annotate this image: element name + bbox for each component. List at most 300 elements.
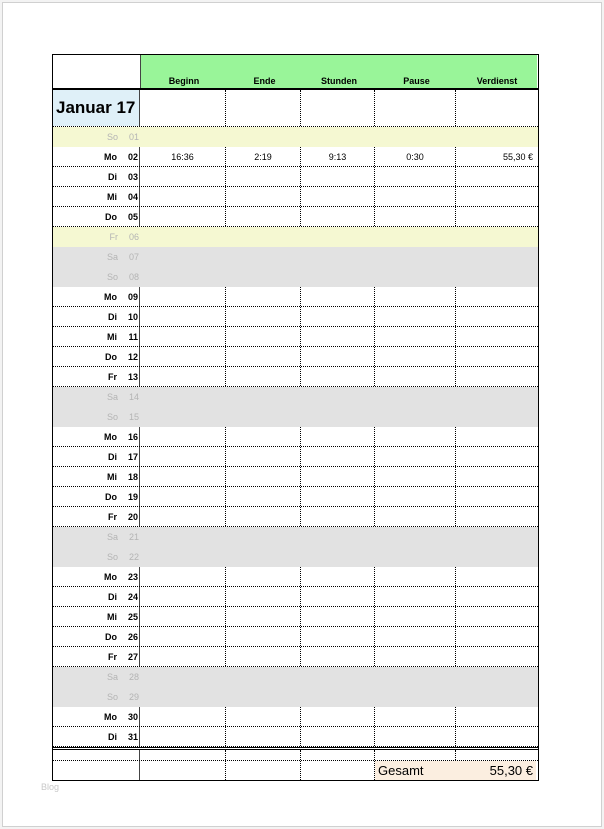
entry-cell-stunden[interactable] (301, 447, 375, 466)
entry-cell-verdienst[interactable] (456, 507, 536, 526)
timesheet-table (52, 54, 539, 781)
entry-cell-stunden[interactable] (301, 287, 375, 306)
day-row (53, 547, 538, 567)
day-row (53, 467, 538, 487)
table-footer (53, 747, 538, 781)
entry-cell-stunden[interactable] (301, 427, 375, 446)
entry-cell-stunden[interactable] (301, 567, 375, 586)
entry-cell-ende[interactable] (226, 707, 301, 726)
day-label (53, 127, 140, 147)
entry-cell-beginn[interactable] (140, 707, 226, 726)
header-corner (53, 55, 141, 88)
total-value: 55,30 € (456, 761, 536, 780)
entry-cell-verdienst[interactable] (456, 407, 536, 427)
weekday-name: Mo (104, 571, 117, 582)
day-number: 30 (127, 711, 138, 722)
entry-cell-stunden[interactable] (301, 227, 375, 247)
day-row (53, 147, 538, 167)
footer-cell (140, 761, 226, 780)
footer-cell (53, 761, 140, 780)
day-label (53, 347, 140, 366)
entry-cell-ende[interactable] (226, 307, 301, 326)
entry-cell-ende[interactable] (226, 267, 301, 287)
day-number: 24 (127, 591, 138, 602)
day-row (53, 727, 538, 747)
entry-cell-verdienst[interactable] (456, 307, 536, 326)
day-label (53, 227, 140, 247)
column-header-stunden: Stunden (302, 55, 376, 88)
day-label (53, 387, 140, 407)
entry-cell-beginn[interactable] (140, 547, 226, 567)
entry-cell-ende[interactable]: 2:19 (226, 147, 301, 166)
day-row (53, 687, 538, 707)
day-number: 06 (128, 232, 139, 242)
weekday-name: Do (105, 211, 117, 222)
entry-cell-verdienst[interactable] (456, 647, 536, 666)
entry-cell-verdienst[interactable] (456, 527, 536, 547)
weekday-name: Mi (107, 471, 117, 482)
entry-cell-verdienst[interactable] (456, 587, 536, 606)
day-label (53, 167, 140, 186)
entry-cell-stunden[interactable] (301, 387, 375, 407)
day-row (53, 287, 538, 307)
weekday-name: Mo (104, 151, 117, 162)
weekday-name: So (106, 412, 118, 422)
entry-cell-pause[interactable] (375, 487, 456, 506)
day-number: 20 (127, 511, 138, 522)
day-label (53, 567, 140, 586)
entry-cell-beginn[interactable] (140, 527, 226, 547)
entry-cell-pause[interactable] (375, 627, 456, 646)
day-row (53, 587, 538, 607)
entry-cell-ende[interactable] (226, 527, 301, 547)
weekday-name: Fr (109, 232, 118, 242)
day-label (53, 467, 140, 486)
footer-cell (53, 750, 140, 760)
entry-cell-pause[interactable] (375, 667, 456, 687)
entry-cell-beginn[interactable] (140, 327, 226, 346)
entry-cell-beginn[interactable] (140, 507, 226, 526)
day-number: 12 (127, 351, 138, 362)
entry-cell-ende[interactable] (226, 727, 301, 746)
weekday-name: Di (108, 171, 117, 182)
entry-cell-verdienst[interactable] (456, 347, 536, 366)
day-row (53, 127, 538, 147)
entry-cell-stunden[interactable] (301, 547, 375, 567)
column-header-verdienst: Verdienst (457, 55, 537, 88)
day-row (53, 387, 538, 407)
entry-cell-ende[interactable] (226, 187, 301, 206)
entry-cell-beginn[interactable] (140, 287, 226, 306)
entry-cell-pause[interactable] (375, 287, 456, 306)
entry-cell-ende[interactable] (226, 607, 301, 626)
day-number: 03 (127, 171, 138, 182)
month-cell[interactable] (301, 90, 375, 126)
day-label (53, 607, 140, 626)
month-row (53, 90, 538, 127)
entry-cell-beginn[interactable] (140, 227, 226, 247)
entry-cell-ende[interactable] (226, 667, 301, 687)
day-number: 15 (128, 412, 139, 422)
entry-cell-beginn[interactable] (140, 727, 226, 746)
footer-cell (301, 750, 375, 760)
entry-cell-verdienst[interactable] (456, 367, 536, 386)
weekday-name: Do (105, 491, 117, 502)
entry-cell-beginn[interactable] (140, 567, 226, 586)
entry-cell-pause[interactable] (375, 187, 456, 206)
day-number: 04 (127, 191, 138, 202)
watermark: Blog (41, 782, 60, 792)
entry-cell-verdienst[interactable] (456, 627, 536, 646)
day-row (53, 647, 538, 667)
entry-cell-verdienst[interactable] (456, 707, 536, 726)
entry-cell-verdienst[interactable] (456, 127, 536, 147)
day-number: 16 (127, 431, 138, 442)
day-label (53, 507, 140, 526)
entry-cell-verdienst[interactable] (456, 447, 536, 466)
entry-cell-beginn[interactable] (140, 307, 226, 326)
weekday-name: Sa (106, 532, 118, 542)
day-row (53, 187, 538, 207)
entry-cell-pause[interactable] (375, 127, 456, 147)
weekday-name: Sa (106, 252, 118, 262)
entry-cell-pause[interactable] (375, 567, 456, 586)
day-row (53, 307, 538, 327)
weekday-name: Mi (107, 191, 117, 202)
weekday-name: Fr (108, 371, 117, 382)
entry-cell-pause[interactable] (375, 207, 456, 226)
day-row (53, 227, 538, 247)
entry-cell-ende[interactable] (226, 647, 301, 666)
day-number: 19 (127, 491, 138, 502)
entry-cell-beginn[interactable] (140, 267, 226, 287)
weekday-name: So (106, 132, 118, 142)
day-label (53, 307, 140, 326)
weekday-name: Do (105, 351, 117, 362)
footer-cell (375, 750, 456, 760)
day-row (53, 667, 538, 687)
entry-cell-beginn[interactable] (140, 587, 226, 606)
entry-cell-verdienst[interactable] (456, 427, 536, 446)
day-row (53, 207, 538, 227)
day-number: 28 (128, 672, 139, 682)
weekday-name: Di (108, 311, 117, 322)
entry-cell-stunden[interactable] (301, 667, 375, 687)
entry-cell-ende[interactable] (226, 367, 301, 386)
entry-cell-stunden[interactable] (301, 647, 375, 666)
entry-cell-ende[interactable] (226, 227, 301, 247)
day-row (53, 367, 538, 387)
entry-cell-verdienst[interactable] (456, 247, 536, 267)
entry-cell-ende[interactable] (226, 627, 301, 646)
weekday-name: Fr (108, 511, 117, 522)
entry-cell-beginn[interactable] (140, 407, 226, 427)
day-label (53, 647, 140, 666)
column-header-ende: Ende (227, 55, 302, 88)
day-label (53, 727, 140, 746)
day-label (53, 487, 140, 506)
entry-cell-beginn[interactable] (140, 367, 226, 386)
day-number: 22 (128, 552, 139, 562)
entry-cell-pause[interactable] (375, 427, 456, 446)
day-number: 08 (128, 272, 139, 282)
entry-cell-pause[interactable] (375, 247, 456, 267)
entry-cell-beginn[interactable] (140, 347, 226, 366)
entry-cell-pause[interactable] (375, 547, 456, 567)
entry-cell-pause[interactable] (375, 607, 456, 626)
entry-cell-beginn[interactable] (140, 687, 226, 707)
day-number: 13 (127, 371, 138, 382)
entry-cell-stunden[interactable] (301, 467, 375, 486)
day-row (53, 627, 538, 647)
entry-cell-stunden[interactable] (301, 407, 375, 427)
entry-cell-pause[interactable] (375, 227, 456, 247)
entry-cell-verdienst[interactable] (456, 667, 536, 687)
day-label (53, 447, 140, 466)
entry-cell-beginn[interactable] (140, 187, 226, 206)
weekday-name: Di (108, 451, 117, 462)
entry-cell-ende[interactable] (226, 507, 301, 526)
entry-cell-verdienst[interactable] (456, 467, 536, 486)
entry-cell-pause[interactable] (375, 687, 456, 707)
entry-cell-stunden[interactable] (301, 727, 375, 746)
day-row (53, 167, 538, 187)
day-label (53, 267, 140, 287)
day-row (53, 507, 538, 527)
entry-cell-pause[interactable] (375, 407, 456, 427)
weekday-name: Mo (104, 431, 117, 442)
month-cell[interactable] (226, 90, 301, 126)
entry-cell-stunden[interactable] (301, 247, 375, 267)
entry-cell-beginn[interactable] (140, 607, 226, 626)
entry-cell-verdienst[interactable] (456, 387, 536, 407)
day-number: 29 (128, 692, 139, 702)
entry-cell-beginn[interactable] (140, 487, 226, 506)
weekday-name: So (106, 692, 118, 702)
day-label (53, 287, 140, 306)
day-row (53, 447, 538, 467)
day-number: 23 (127, 571, 138, 582)
entry-cell-pause[interactable] (375, 267, 456, 287)
entry-cell-stunden[interactable] (301, 307, 375, 326)
entry-cell-beginn[interactable]: 16:36 (140, 147, 226, 166)
entry-cell-verdienst[interactable] (456, 607, 536, 626)
footer-cell (226, 750, 301, 760)
day-label (53, 187, 140, 206)
entry-cell-stunden[interactable] (301, 187, 375, 206)
footer-cell (140, 750, 226, 760)
day-label (53, 527, 140, 547)
entry-cell-pause[interactable] (375, 527, 456, 547)
entry-cell-ende[interactable] (226, 207, 301, 226)
entry-cell-beginn[interactable] (140, 127, 226, 147)
entry-cell-verdienst[interactable] (456, 567, 536, 586)
column-header-pause: Pause (376, 55, 457, 88)
footer-cell (226, 761, 301, 780)
entry-cell-beginn[interactable] (140, 447, 226, 466)
month-cell[interactable] (375, 90, 456, 126)
entry-cell-pause[interactable] (375, 167, 456, 186)
entry-cell-pause[interactable] (375, 647, 456, 666)
weekday-name: Sa (106, 392, 118, 402)
entry-cell-stunden[interactable] (301, 527, 375, 547)
entry-cell-verdienst[interactable] (456, 187, 536, 206)
day-label (53, 707, 140, 726)
entry-cell-stunden[interactable] (301, 167, 375, 186)
day-row (53, 247, 538, 267)
entry-cell-stunden[interactable]: 9:13 (301, 147, 375, 166)
entry-cell-verdienst[interactable]: 55,30 € (502, 151, 533, 162)
day-row (53, 347, 538, 367)
entry-cell-pause[interactable] (375, 387, 456, 407)
entry-cell-verdienst[interactable] (456, 547, 536, 567)
entry-cell-stunden[interactable] (301, 507, 375, 526)
weekday-name: Di (108, 731, 117, 742)
total-label: Gesamt (375, 761, 456, 780)
entry-cell-pause[interactable]: 0:30 (375, 147, 456, 166)
footer-cell (301, 761, 375, 780)
day-row (53, 527, 538, 547)
entry-cell-beginn[interactable] (140, 647, 226, 666)
day-number: 26 (127, 631, 138, 642)
entry-cell-beginn[interactable] (140, 207, 226, 226)
weekday-name: Do (105, 631, 117, 642)
entry-cell-beginn[interactable] (140, 667, 226, 687)
entry-cell-ende[interactable] (226, 247, 301, 267)
entry-cell-verdienst[interactable] (456, 287, 536, 306)
entry-cell-stunden[interactable] (301, 267, 375, 287)
entry-cell-ende[interactable] (226, 447, 301, 466)
page (2, 2, 602, 827)
entry-cell-verdienst[interactable] (456, 727, 536, 746)
entry-cell-ende[interactable] (226, 547, 301, 567)
entry-cell-ende[interactable] (226, 167, 301, 186)
weekday-name: So (106, 552, 118, 562)
entry-cell-ende[interactable] (226, 327, 301, 346)
entry-cell-pause[interactable] (375, 347, 456, 366)
header-row (53, 55, 538, 90)
entry-cell-ende[interactable] (226, 487, 301, 506)
entry-cell-beginn[interactable] (140, 467, 226, 486)
day-number: 09 (127, 291, 138, 302)
entry-cell-stunden[interactable] (301, 607, 375, 626)
day-label (53, 687, 140, 707)
entry-cell-beginn[interactable] (140, 627, 226, 646)
entry-cell-stunden[interactable] (301, 627, 375, 646)
day-row (53, 707, 538, 727)
entry-cell-verdienst[interactable] (456, 327, 536, 346)
entry-cell-pause[interactable] (375, 587, 456, 606)
entry-cell-ende[interactable] (226, 687, 301, 707)
weekday-name: Mo (104, 291, 117, 302)
month-title: Januar 17 (53, 90, 140, 126)
day-label (53, 367, 140, 386)
entry-cell-pause[interactable] (375, 707, 456, 726)
footer-spacer-row (53, 750, 538, 761)
entry-cell-pause[interactable] (375, 307, 456, 326)
day-label (53, 327, 140, 346)
day-row (53, 267, 538, 287)
weekday-name: So (106, 272, 118, 282)
entry-cell-ende[interactable] (226, 127, 301, 147)
entry-cell-stunden[interactable] (301, 367, 375, 386)
day-rows (53, 127, 538, 747)
day-label (53, 667, 140, 687)
day-number: 14 (128, 392, 139, 402)
weekday-name: Mi (107, 331, 117, 342)
entry-cell-pause[interactable] (375, 367, 456, 386)
entry-cell-ende[interactable] (226, 387, 301, 407)
entry-cell-stunden[interactable] (301, 207, 375, 226)
entry-cell-stunden[interactable] (301, 327, 375, 346)
entry-cell-stunden[interactable] (301, 707, 375, 726)
day-number: 11 (128, 331, 138, 342)
entry-cell-verdienst[interactable] (456, 207, 536, 226)
day-number: 27 (127, 651, 138, 662)
entry-cell-ende[interactable] (226, 587, 301, 606)
entry-cell-ende[interactable] (226, 347, 301, 366)
entry-cell-verdienst[interactable] (456, 487, 536, 506)
entry-cell-verdienst[interactable] (456, 267, 536, 287)
entry-cell-stunden[interactable] (301, 347, 375, 366)
entry-cell-ende[interactable] (226, 407, 301, 427)
entry-cell-beginn[interactable] (140, 427, 226, 446)
entry-cell-ende[interactable] (226, 567, 301, 586)
day-number: 18 (127, 471, 138, 482)
entry-cell-ende[interactable] (226, 427, 301, 446)
weekday-name: Sa (106, 672, 118, 682)
weekday-name: Mo (104, 711, 117, 722)
month-cell[interactable] (140, 90, 226, 126)
entry-cell-ende[interactable] (226, 467, 301, 486)
entry-cell-stunden[interactable] (301, 687, 375, 707)
day-label (53, 587, 140, 606)
entry-cell-pause[interactable] (375, 447, 456, 466)
entry-cell-pause[interactable] (375, 327, 456, 346)
entry-cell-stunden[interactable] (301, 127, 375, 147)
entry-cell-verdienst[interactable] (456, 227, 536, 247)
day-label (53, 247, 140, 267)
day-number: 25 (127, 611, 138, 622)
day-number: 17 (127, 451, 138, 462)
day-row (53, 327, 538, 347)
entry-cell-beginn[interactable] (140, 167, 226, 186)
entry-cell-beginn[interactable] (140, 247, 226, 267)
entry-cell-verdienst[interactable] (456, 687, 536, 707)
entry-cell-pause[interactable] (375, 727, 456, 746)
total-row (53, 761, 538, 781)
day-label (53, 147, 140, 166)
month-cell[interactable] (456, 90, 536, 126)
entry-cell-stunden[interactable] (301, 487, 375, 506)
entry-cell-pause[interactable] (375, 467, 456, 486)
entry-cell-stunden[interactable] (301, 587, 375, 606)
entry-cell-verdienst[interactable] (456, 167, 536, 186)
entry-cell-beginn[interactable] (140, 387, 226, 407)
day-number: 05 (127, 211, 138, 222)
weekday-name: Fr (108, 651, 117, 662)
entry-cell-pause[interactable] (375, 507, 456, 526)
day-row (53, 567, 538, 587)
day-number: 02 (127, 151, 138, 162)
day-number: 31 (127, 731, 138, 742)
entry-cell-ende[interactable] (226, 287, 301, 306)
day-number: 21 (128, 532, 139, 542)
day-label (53, 207, 140, 226)
weekday-name: Mi (107, 611, 117, 622)
footer-cell (456, 750, 536, 760)
day-label (53, 427, 140, 446)
